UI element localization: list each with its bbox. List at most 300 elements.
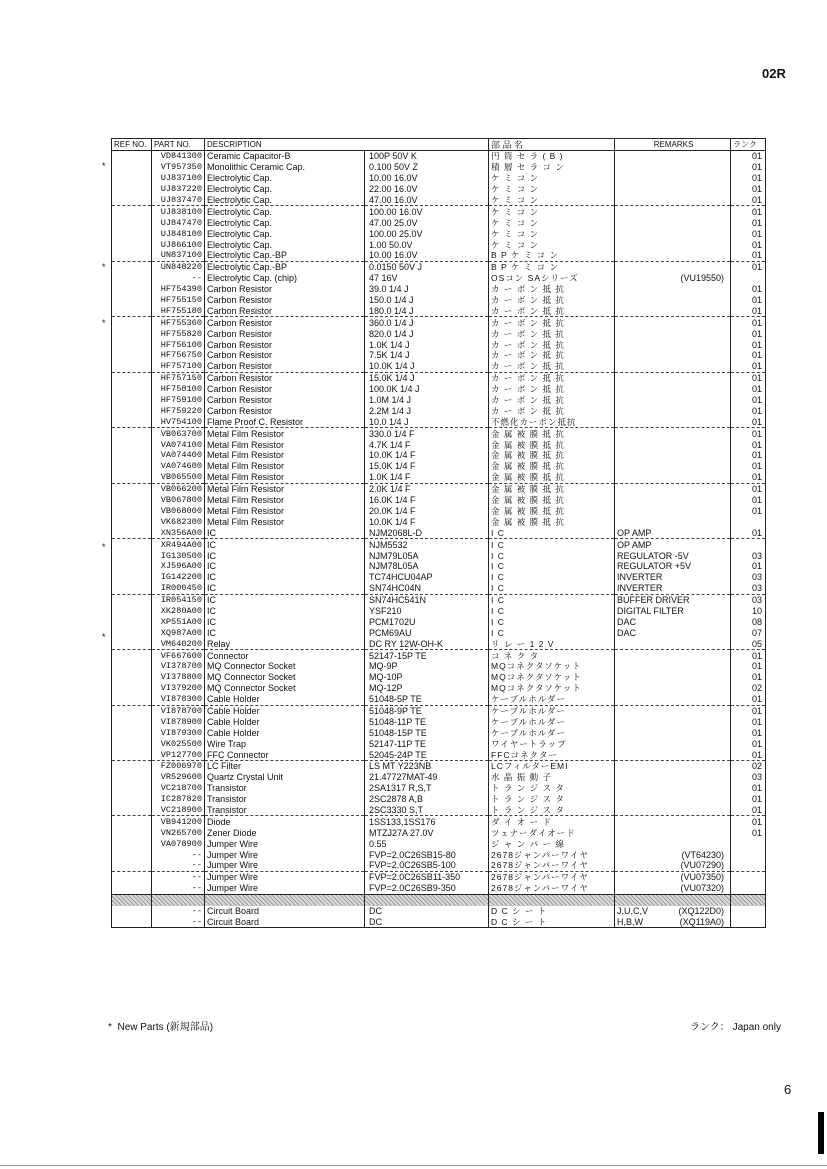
table-row: [112, 805, 766, 816]
cell-value: 100.00 16.0V: [365, 206, 489, 217]
cell-remarks: [615, 295, 731, 306]
cell-rank: 01: [731, 827, 766, 838]
cell-japanese-name: カ ー ボ ン 抵 抗: [489, 361, 615, 372]
table-row: [112, 428, 766, 439]
cell-remarks: [615, 683, 731, 694]
cell-ref-no: [112, 495, 152, 506]
cell-value: 4.7K 1/4 F: [365, 439, 489, 450]
table-row: [112, 461, 766, 472]
cell-value: 10.0K 1/4 F: [365, 450, 489, 461]
remarks-text: REGULATOR +5V: [617, 561, 691, 572]
cell-ref-no: [112, 239, 152, 250]
cell-value: FVP=2.0C26SB9-350: [365, 883, 489, 894]
cell-value: 1SS133,1SS176: [365, 816, 489, 827]
page-code: 02R: [762, 66, 786, 81]
cell-value: SN74HC541N: [365, 594, 489, 605]
page-number: 6: [784, 1082, 792, 1097]
cell-part-no: HF755820: [152, 328, 205, 339]
remarks-text: H,B,W: [617, 916, 644, 927]
remarks-code: (VT64230): [681, 849, 725, 860]
cell-remarks: [615, 606, 731, 617]
cell-remarks: [615, 305, 731, 316]
cell-value: 10.00 16.0V: [365, 173, 489, 184]
cell-rank: 01: [731, 672, 766, 683]
cell-rank: [731, 916, 766, 927]
cell-ref-no: [112, 871, 152, 882]
cell-japanese-name: 金 属 被 膜 抵 抗: [489, 461, 615, 472]
cell-ref-no: [112, 328, 152, 339]
cell-part-no: HF759100: [152, 395, 205, 406]
cell-japanese-name: ト ラ ン ジ ス タ: [489, 794, 615, 805]
remarks-text: OP AMP: [617, 527, 652, 538]
cell-part-no: UJ866100: [152, 239, 205, 250]
remarks-code: (VU07320): [680, 883, 725, 894]
cell-ref-no: [112, 405, 152, 416]
cell-value: PCM69AU: [365, 627, 489, 638]
cell-ref-no: [112, 916, 152, 927]
new-part-star: *: [102, 318, 106, 328]
cell-remarks: [615, 162, 731, 173]
cell-remarks: [615, 794, 731, 805]
cell-value: 2SC2878 A,B: [365, 794, 489, 805]
cell-part-no: HF756750: [152, 350, 205, 361]
cell-ref-no: [112, 760, 152, 771]
cell-rank: [731, 894, 766, 905]
table-row: [112, 650, 766, 661]
cell-description: Carbon Resistor: [205, 295, 365, 306]
cell-part-no: FZ006970: [152, 760, 205, 771]
cell-remarks: [615, 416, 731, 427]
cell-japanese-name: カ ー ボ ン 抵 抗: [489, 395, 615, 406]
cell-description: IC: [205, 583, 365, 594]
cell-japanese-name: ケ ミ コ ン: [489, 173, 615, 184]
cell-description: Electrolytic Cap.: [205, 206, 365, 217]
cell-ref-no: [112, 694, 152, 705]
table-row: [112, 151, 766, 162]
cell-description: Electrolytic Cap.-BP: [205, 261, 365, 272]
cell-part-no: IG130500: [152, 550, 205, 561]
cell-japanese-name: I C: [489, 606, 615, 617]
table-row: [112, 638, 766, 649]
cell-ref-no: [112, 772, 152, 783]
table-row: [112, 871, 766, 882]
cell-remarks: [615, 749, 731, 760]
remarks-code: (XQ119A0): [679, 916, 725, 927]
cell-description: LC Filter: [205, 760, 365, 771]
cell-part-no: HF758100: [152, 384, 205, 395]
cell-rank: 01: [731, 416, 766, 427]
cell-ref-no: [112, 638, 152, 649]
cell-rank: 10: [731, 606, 766, 617]
cell-part-no: HV754100: [152, 416, 205, 427]
cell-rank: 01: [731, 195, 766, 206]
remarks-text: DAC: [617, 627, 637, 638]
cell-description: Quartz Crystal Unit: [205, 772, 365, 783]
cell-rank: [731, 838, 766, 849]
cell-japanese-name: 円 筒 セ ラ ( B ): [489, 151, 615, 162]
cell-description: Carbon Resistor: [205, 350, 365, 361]
cell-rank: 01: [731, 261, 766, 272]
cell-description: Carbon Resistor: [205, 372, 365, 383]
cell-remarks: [615, 173, 731, 184]
cell-rank: 01: [731, 661, 766, 672]
col-description: DESCRIPTION: [205, 139, 489, 151]
cell-value: DC RY 12W-OH-K: [365, 638, 489, 649]
cell-part-no: VB941200: [152, 816, 205, 827]
cell-part-no: VT957350: [152, 162, 205, 173]
cell-description: Circuit Board: [205, 906, 365, 917]
cell-japanese-name: MQコネクタソケット: [489, 661, 615, 672]
cell-value: 20.0K 1/4 F: [365, 506, 489, 517]
cell-remarks: [615, 450, 731, 461]
cell-description: Electrolytic Cap.: [205, 184, 365, 195]
table-row: [112, 472, 766, 483]
cell-rank: 02: [731, 683, 766, 694]
cell-remarks: [615, 206, 731, 217]
cell-part-no: VA078900: [152, 838, 205, 849]
cell-japanese-name: カ ー ボ ン 抵 抗: [489, 295, 615, 306]
cell-value: MQ-12P: [365, 683, 489, 694]
rank-note: ランク： Japan only: [690, 1022, 781, 1033]
cell-rank: 01: [731, 151, 766, 162]
cell-japanese-name: LCフィルターEMI: [489, 760, 615, 771]
cell-value: 1.0M 1/4 J: [365, 395, 489, 406]
cell-ref-no: [112, 705, 152, 716]
cell-value: MTZJ27A 27.0V: [365, 827, 489, 838]
cell-part-no: VR529600: [152, 772, 205, 783]
cell-part-no: HF755360: [152, 317, 205, 328]
cell-rank: 01: [731, 506, 766, 517]
cell-value: FVP=2.0C26SB5-100: [365, 860, 489, 871]
table-row: [112, 416, 766, 427]
cell-value: 10.0 1/4 J: [365, 416, 489, 427]
new-part-star: *: [102, 542, 106, 552]
cell-japanese-name: 2678ジャンパーワイヤ: [489, 883, 615, 894]
cell-japanese-name: ケーブルホルダー: [489, 727, 615, 738]
cell-japanese-name: ダ イ オ ー ド: [489, 816, 615, 827]
cell-rank: 01: [731, 384, 766, 395]
cell-ref-no: [112, 317, 152, 328]
cell-ref-no: [112, 894, 152, 905]
cell-remarks: [615, 827, 731, 838]
cell-rank: 03: [731, 772, 766, 783]
cell-japanese-name: [489, 894, 615, 905]
cell-rank: 01: [731, 206, 766, 217]
cell-remarks: [615, 738, 731, 749]
cell-ref-no: [112, 606, 152, 617]
cell-value: 22.00 16.0V: [365, 184, 489, 195]
cell-remarks: [615, 561, 731, 572]
cell-description: Electrolytic Cap.: [205, 173, 365, 184]
cell-japanese-name: ツェナーダイオード: [489, 827, 615, 838]
table-row: [112, 162, 766, 173]
cell-rank: 01: [731, 805, 766, 816]
cell-description: Metal Film Resistor: [205, 428, 365, 439]
cell-value: 1.00 50.0V: [365, 239, 489, 250]
cell-rank: [731, 906, 766, 917]
table-row: [112, 173, 766, 184]
cell-remarks: [615, 672, 731, 683]
cell-japanese-name: B P ケ ミ コ ン: [489, 261, 615, 272]
cell-part-no: --: [152, 916, 205, 927]
cell-value: 39.0 1/4 J: [365, 284, 489, 295]
cell-value: 7.5K 1/4 J: [365, 350, 489, 361]
cell-value: 51048-11P TE: [365, 716, 489, 727]
cell-japanese-name: 金 属 被 膜 抵 抗: [489, 450, 615, 461]
table-row: [112, 916, 766, 927]
remarks-text: INVERTER: [617, 572, 663, 583]
cell-remarks: [615, 894, 731, 905]
table-row: [112, 539, 766, 550]
cell-remarks: [615, 760, 731, 771]
cell-value: FVP=2.0C26SB11-350: [365, 871, 489, 882]
table-row: [112, 239, 766, 250]
cell-ref-no: [112, 716, 152, 727]
cell-value: 100P 50V K: [365, 151, 489, 162]
cell-rank: 01: [731, 783, 766, 794]
cell-part-no: IR000450: [152, 583, 205, 594]
cell-japanese-name: ト ラ ン ジ ス タ: [489, 805, 615, 816]
cell-japanese-name: ケ ミ コ ン: [489, 195, 615, 206]
cell-value: 52147-15P TE: [365, 650, 489, 661]
cell-ref-no: [112, 273, 152, 284]
cell-ref-no: [112, 261, 152, 272]
cell-rank: 01: [731, 361, 766, 372]
remarks-text: REGULATOR -5V: [617, 550, 689, 561]
table-row: [112, 672, 766, 683]
cell-japanese-name: I C: [489, 583, 615, 594]
cell-part-no: UN837100: [152, 250, 205, 261]
cell-remarks: [615, 883, 731, 894]
cell-description: Connector: [205, 650, 365, 661]
cell-ref-no: [112, 184, 152, 195]
cell-ref-no: [112, 661, 152, 672]
cell-ref-no: [112, 650, 152, 661]
table-row: [112, 405, 766, 416]
cell-rank: 01: [731, 450, 766, 461]
remarks-code: (VU19550): [680, 273, 725, 284]
cell-part-no: XR494A00: [152, 539, 205, 550]
cell-rank: 01: [731, 405, 766, 416]
cell-remarks: [615, 506, 731, 517]
cell-description: Metal Film Resistor: [205, 461, 365, 472]
cell-part-no: --: [152, 849, 205, 860]
cell-description: Jumper Wire: [205, 849, 365, 860]
cell-ref-no: [112, 550, 152, 561]
cell-part-no: IC287820: [152, 794, 205, 805]
cell-rank: 01: [731, 228, 766, 239]
cell-remarks: [615, 317, 731, 328]
cell-description: Cable Holder: [205, 694, 365, 705]
cell-value: 0.100 50V Z: [365, 162, 489, 173]
cell-description: MQ Connector Socket: [205, 683, 365, 694]
cell-value: 15.0K 1/4 F: [365, 461, 489, 472]
table-row: [112, 506, 766, 517]
table-row: [112, 550, 766, 561]
cell-remarks: [615, 239, 731, 250]
cell-japanese-name: ケーブルホルダー: [489, 694, 615, 705]
cell-part-no: --: [152, 860, 205, 871]
cell-ref-no: [112, 838, 152, 849]
cell-part-no: VP127700: [152, 749, 205, 760]
cell-japanese-name: ケ ミ コ ン: [489, 184, 615, 195]
cell-rank: [731, 860, 766, 871]
cell-value: MQ-10P: [365, 672, 489, 683]
cell-part-no: VF667600: [152, 650, 205, 661]
cell-japanese-name: 積 層 セ ラ コ ン: [489, 162, 615, 173]
cell-ref-no: [112, 783, 152, 794]
cell-description: IC: [205, 550, 365, 561]
cell-ref-no: [112, 527, 152, 538]
cell-part-no: --: [152, 906, 205, 917]
cell-japanese-name: I C: [489, 539, 615, 550]
cell-japanese-name: I C: [489, 627, 615, 638]
cell-description: Zener Diode: [205, 827, 365, 838]
cell-ref-no: [112, 860, 152, 871]
cell-remarks: [615, 650, 731, 661]
cell-rank: 01: [731, 705, 766, 716]
cell-japanese-name: ジ ャ ン パ ー 線: [489, 838, 615, 849]
parts-rows: [112, 151, 766, 928]
cell-part-no: VB063700: [152, 428, 205, 439]
cell-rank: 01: [731, 483, 766, 494]
cell-remarks: [615, 527, 731, 538]
cell-rank: 01: [731, 716, 766, 727]
cell-value: 47 16V: [365, 273, 489, 284]
cell-description: Jumper Wire: [205, 860, 365, 871]
cell-ref-no: [112, 339, 152, 350]
table-row: [112, 606, 766, 617]
cell-value: 820.0 1/4 J: [365, 328, 489, 339]
cell-description: IC: [205, 572, 365, 583]
cell-remarks: [615, 405, 731, 416]
cell-value: 1.0K 1/4 F: [365, 472, 489, 483]
cell-remarks: [615, 228, 731, 239]
cell-description: IC: [205, 561, 365, 572]
cell-ref-no: [112, 250, 152, 261]
cell-japanese-name: 金 属 被 膜 抵 抗: [489, 439, 615, 450]
cell-ref-no: [112, 295, 152, 306]
table-row: [112, 384, 766, 395]
table-row: [112, 738, 766, 749]
cell-description: Jumper Wire: [205, 883, 365, 894]
cell-ref-no: [112, 683, 152, 694]
cell-ref-no: [112, 195, 152, 206]
cell-remarks: [615, 495, 731, 506]
cell-rank: [731, 871, 766, 882]
cell-rank: [731, 539, 766, 550]
remarks-code: (VU07350): [680, 872, 725, 883]
cell-ref-no: [112, 506, 152, 517]
cell-value: 360.0 1/4 J: [365, 317, 489, 328]
table-row: [112, 794, 766, 805]
cell-description: Transistor: [205, 805, 365, 816]
cell-part-no: HF759220: [152, 405, 205, 416]
cell-remarks: [615, 250, 731, 261]
cell-japanese-name: I C: [489, 527, 615, 538]
cell-remarks: [615, 350, 731, 361]
cell-ref-no: [112, 827, 152, 838]
cell-japanese-name: ケ ミ コ ン: [489, 217, 615, 228]
cell-rank: 01: [731, 428, 766, 439]
cell-rank: 08: [731, 616, 766, 627]
table-row: [112, 250, 766, 261]
col-ref-no: REF NO.: [112, 139, 152, 151]
cell-description: Relay: [205, 638, 365, 649]
cell-japanese-name: 金 属 被 膜 抵 抗: [489, 506, 615, 517]
cell-remarks: [615, 627, 731, 638]
cell-value: 10.0K 1/4 J: [365, 361, 489, 372]
table-row: [112, 527, 766, 538]
cell-remarks: [615, 539, 731, 550]
cell-remarks: [615, 849, 731, 860]
cell-remarks: [615, 572, 731, 583]
cell-value: 2.2M 1/4 J: [365, 405, 489, 416]
table-row: [112, 816, 766, 827]
cell-japanese-name: 2678ジャンパーワイヤ: [489, 860, 615, 871]
cell-japanese-name: I C: [489, 616, 615, 627]
cell-remarks: [615, 727, 731, 738]
cell-value: 21.47727MAT-49: [365, 772, 489, 783]
table-row: [112, 328, 766, 339]
cell-rank: 01: [731, 439, 766, 450]
cell-remarks: [615, 860, 731, 871]
cell-part-no: --: [152, 871, 205, 882]
table-row: [112, 483, 766, 494]
cell-rank: [731, 273, 766, 284]
cell-value: 52147-11P TE: [365, 738, 489, 749]
cell-ref-no: [112, 572, 152, 583]
cell-part-no: UJ837220: [152, 184, 205, 195]
cell-ref-no: [112, 727, 152, 738]
cell-ref-no: [112, 738, 152, 749]
col-part-no: PART NO.: [152, 139, 205, 151]
cell-value: NJM79L05A: [365, 550, 489, 561]
cell-ref-no: [112, 305, 152, 316]
table-row: [112, 217, 766, 228]
cell-value: NJM5532: [365, 539, 489, 550]
cell-remarks: [615, 339, 731, 350]
cell-ref-no: [112, 173, 152, 184]
cell-rank: 01: [731, 738, 766, 749]
cell-ref-no: [112, 395, 152, 406]
table-row: [112, 661, 766, 672]
cell-ref-no: [112, 162, 152, 173]
table-row: [112, 849, 766, 860]
cell-ref-no: [112, 794, 152, 805]
cell-value: TC74HCU04AP: [365, 572, 489, 583]
cell-ref-no: [112, 151, 152, 162]
cell-description: Carbon Resistor: [205, 395, 365, 406]
cell-value: 15.0K 1/4 J: [365, 372, 489, 383]
cell-description: Metal Film Resistor: [205, 495, 365, 506]
cell-japanese-name: カ ー ボ ン 抵 抗: [489, 384, 615, 395]
table-row: [112, 261, 766, 272]
col-remarks: REMARKS: [615, 139, 731, 151]
cell-ref-no: [112, 849, 152, 860]
cell-description: Diode: [205, 816, 365, 827]
cell-japanese-name: I C: [489, 561, 615, 572]
cell-value: 100.0K 1/4 J: [365, 384, 489, 395]
cell-description: FFC Connector: [205, 749, 365, 760]
edge-bar: [818, 1112, 824, 1154]
cell-rank: 01: [731, 495, 766, 506]
cell-ref-no: [112, 284, 152, 295]
table-row: [112, 772, 766, 783]
cell-ref-no: [112, 372, 152, 383]
cell-remarks: [615, 328, 731, 339]
cell-remarks: [615, 906, 731, 917]
